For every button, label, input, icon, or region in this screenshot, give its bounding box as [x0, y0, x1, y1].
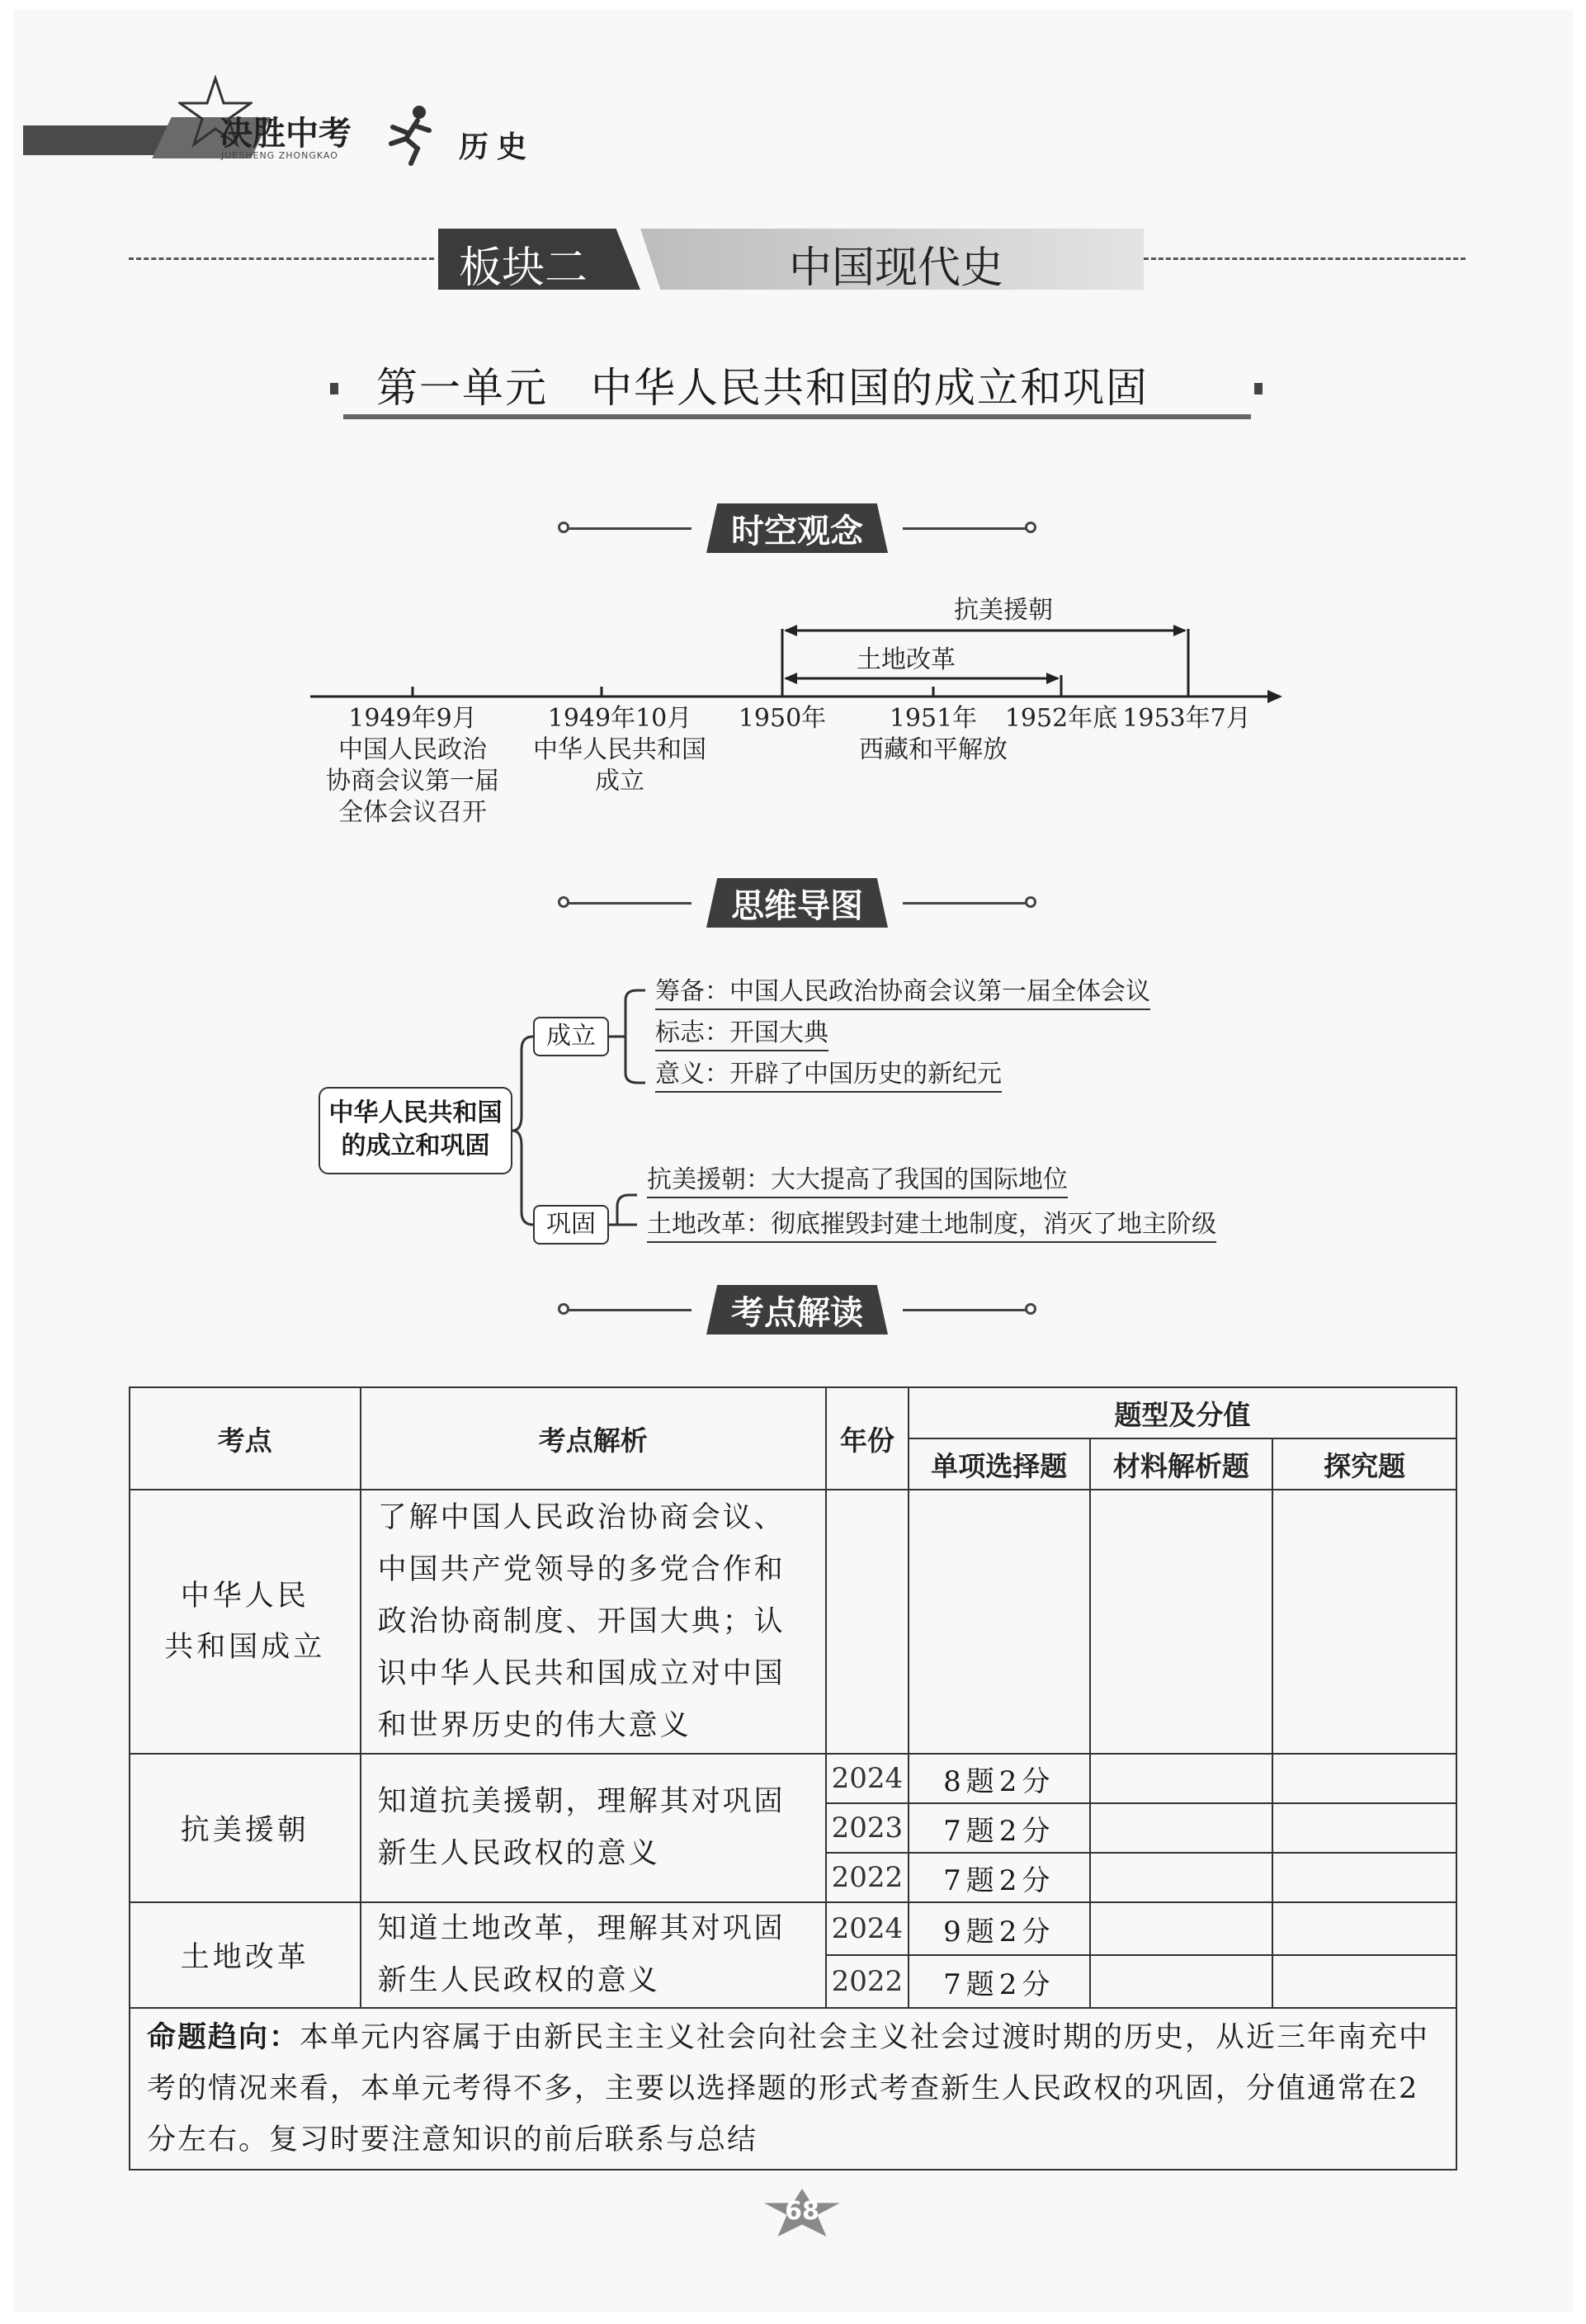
- analysis-cell: 知道抗美援朝，理解其对巩固新生人民政权的意义: [361, 1754, 826, 1902]
- trend-text: 本单元内容属于由新民主主义社会向社会主义社会过渡时期的历史，从近三年南充中考的情况来看，本单元考得不多，主要以选择题的形式考查新生人民政权的巩固，分值通常在2分左右。复习时要注意知识的前后联系与总结: [147, 2021, 1430, 2156]
- explore-cell: [1272, 1490, 1456, 1754]
- header-types: 题型及分值: [909, 1387, 1456, 1438]
- table-row: [130, 2008, 1456, 2170]
- explore-cell: [1272, 1754, 1456, 1803]
- year-cell: 2022: [826, 1955, 909, 2008]
- explore-cell: [1272, 1902, 1456, 1955]
- mindmap-node-establish: 成立: [533, 1017, 609, 1056]
- timeline-banner-title: 时空观念: [731, 513, 863, 550]
- bracket-icon-right: [1251, 380, 1267, 404]
- header-analysis: 考点解析: [361, 1387, 826, 1490]
- unit-title-underline: [343, 414, 1251, 419]
- analysis-cell: 知道土地改革，理解其对巩固新生人民政权的意义: [361, 1902, 826, 2008]
- material-cell: [1090, 1754, 1273, 1803]
- material-cell: [1090, 1853, 1273, 1902]
- timeline-event-1949-9: 1949年9月 中国人民政治 协商会议第一届 全体会议召开: [326, 704, 499, 827]
- section-label: 板块二: [459, 243, 588, 293]
- table-row: [130, 1754, 1456, 1803]
- header-explore: 探究题: [1272, 1438, 1456, 1490]
- timeline-arrow-icon: [1267, 690, 1282, 703]
- page: [13, 10, 1573, 2312]
- mindmap-banner-title: 思维导图: [731, 887, 863, 925]
- timeline-event-1953: 1953年7月: [1122, 704, 1251, 733]
- header-point: 考点: [130, 1387, 361, 1490]
- header-year: 年份: [826, 1387, 909, 1490]
- year-cell: 2023: [826, 1803, 909, 1853]
- explore-cell: [1272, 1803, 1456, 1853]
- single-cell: 9题2分: [909, 1902, 1090, 1955]
- header-single-choice: 单项选择题: [909, 1438, 1090, 1490]
- mindmap-node-consolidate: 巩固: [533, 1205, 609, 1245]
- material-cell: [1090, 1803, 1273, 1853]
- explore-cell: [1272, 1853, 1456, 1902]
- analysis-cell: 了解中国人民政治协商会议、中国共产党领导的多党合作和政治协商制度、开国大典；认识中华人民共和国成立对中国和世界历史的伟大意义: [361, 1490, 826, 1754]
- single-cell: 7题2分: [909, 1853, 1090, 1902]
- point-cell: 土地改革: [130, 1902, 361, 2008]
- bracket-icon-left: [327, 380, 343, 404]
- explore-cell: [1272, 1955, 1456, 2008]
- span-label-kmyc: 抗美援朝: [954, 596, 1053, 625]
- timeline-event-1951: 1951年 西藏和平解放: [859, 704, 1008, 764]
- mindmap-leaf: 抗美援朝：大大提高了我国的国际地位: [647, 1159, 1068, 1198]
- single-cell: [909, 1490, 1090, 1754]
- material-cell: [1090, 1955, 1273, 2008]
- exam-points-table: [129, 1386, 1457, 2170]
- trend-label: 命题趋向：: [147, 2021, 300, 2054]
- analysis-banner-title: 考点解读: [731, 1294, 863, 1332]
- table-row: [130, 1902, 1456, 1955]
- trend-cell: [130, 2008, 1456, 2170]
- subject-label: 历史: [459, 130, 536, 164]
- single-cell: 8题2分: [909, 1754, 1090, 1803]
- section-dash-right: [1144, 257, 1466, 260]
- analysis-banner: [558, 1285, 1036, 1334]
- mindmap-banner: [558, 878, 1036, 928]
- mindmap-leaf: 筹备：中国人民政治协商会议第一届全体会议: [655, 971, 1150, 1010]
- mindmap-leaf: 标志：开国大典: [655, 1012, 828, 1051]
- single-cell: 7题2分: [909, 1955, 1090, 2008]
- mindmap-leaf: 土地改革：彻底摧毁封建土地制度，消灭了地主阶级: [647, 1203, 1216, 1243]
- page-number-badge: [764, 2189, 840, 2237]
- year-cell: 2024: [826, 1902, 909, 1955]
- year-cell: 2022: [826, 1853, 909, 1902]
- material-cell: [1090, 1490, 1273, 1754]
- timeline-event-1949-10: 1949年10月 中华人民共和国 成立: [533, 704, 706, 796]
- point-cell: 中华人民 共和国成立: [130, 1490, 361, 1754]
- page-number: 68: [785, 2197, 819, 2226]
- point-cell: 抗美援朝: [130, 1754, 361, 1902]
- timeline-graphic: [310, 604, 1284, 720]
- section-dash-left: [129, 257, 434, 260]
- mindmap-root: 中华人民共和国 的成立和巩固: [319, 1087, 512, 1174]
- material-cell: [1090, 1902, 1273, 1955]
- span-label-tdgg: 土地改革: [857, 645, 956, 674]
- year-cell: [826, 1490, 909, 1754]
- single-cell: 7题2分: [909, 1803, 1090, 1853]
- brand-logo: 决胜中考: [219, 115, 352, 153]
- timeline-banner: [558, 503, 1036, 553]
- table-row: [130, 1490, 1456, 1754]
- runner-icon: [376, 101, 442, 167]
- timeline-event-1952: 1952年底: [1004, 704, 1118, 733]
- section-title: 中国现代史: [789, 243, 1004, 293]
- year-cell: 2024: [826, 1754, 909, 1803]
- mindmap-leaf: 意义：开辟了中国历史的新纪元: [655, 1053, 1002, 1093]
- timeline-event-1950: 1950年: [738, 704, 827, 733]
- unit-title: 第一单元 中华人民共和国的成立和巩固: [376, 364, 1149, 412]
- header-material: 材料解析题: [1090, 1438, 1273, 1490]
- brand-pinyin: JUESHENG ZHONGKAO: [221, 150, 338, 161]
